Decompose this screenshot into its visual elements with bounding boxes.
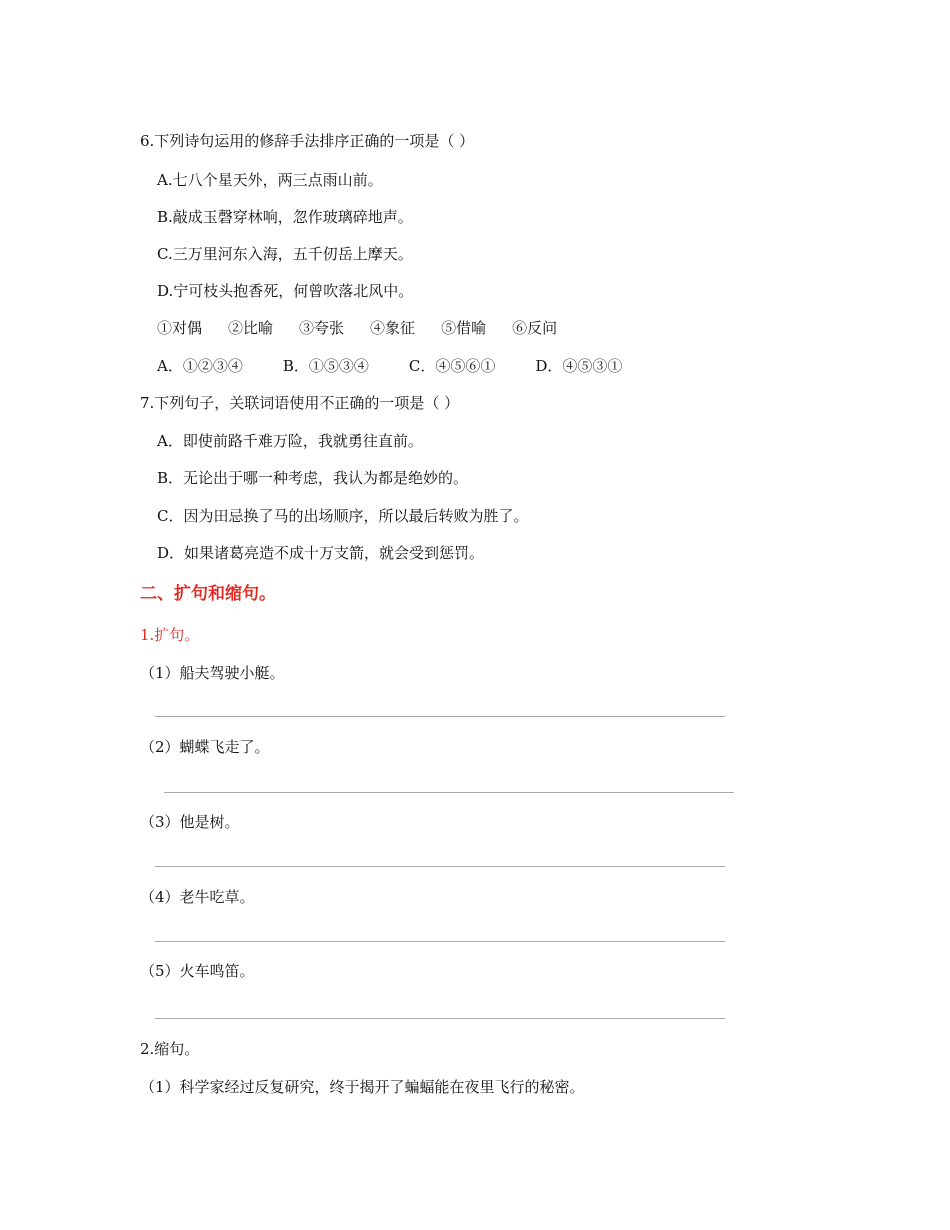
- q6-device-list: [157, 318, 583, 338]
- device-item: ③夸张: [299, 319, 345, 337]
- q6-stem: 6.下列诗句运用的修辞手法排序正确的一项是（ ）: [140, 132, 475, 150]
- q7-option-c: C．因为田忌换了马的出场顺序，所以最后转败为胜了。: [157, 507, 529, 525]
- q6-option-d: D.宁可枝头抱香死，何曾吹落北风中。: [157, 282, 414, 300]
- expand-title: 1.扩句。: [140, 626, 200, 644]
- q7-option-a: A．即使前路千难万险，我就勇往直前。: [157, 432, 423, 450]
- choice-c: C．④⑤⑥①: [408, 357, 496, 375]
- q6-option-c: C.三万里河东入海，五千仞岳上摩天。: [157, 245, 413, 263]
- expand-item-4: （4）老牛吃草。: [140, 888, 255, 906]
- q7-option-d: D．如果诸葛亮造不成十万支箭，就会受到惩罚。: [157, 544, 485, 562]
- choice-a: A．①②③④: [157, 357, 243, 375]
- device-item: ①对偶: [157, 319, 203, 337]
- device-item: ④象征: [370, 319, 416, 337]
- shrink-title: 2.缩句。: [140, 1040, 200, 1058]
- answer-line: [155, 1018, 725, 1019]
- device-item: ⑤借喻: [441, 319, 487, 337]
- expand-item-3: （3）他是树。: [140, 813, 240, 831]
- device-item: ②比喻: [228, 319, 274, 337]
- section-heading: 二、扩句和缩句。: [140, 584, 276, 604]
- q6-option-b: B.敲成玉磬穿林响，忽作玻璃碎地声。: [157, 208, 413, 226]
- answer-line: [155, 866, 725, 867]
- q7-stem: 7.下列句子，关联词语使用不正确的一项是（ ）: [140, 394, 460, 412]
- q7-option-b: B．无论出于哪一种考虑，我认为都是绝妙的。: [157, 469, 469, 487]
- expand-item-2: （2）蝴蝶飞走了。: [140, 738, 270, 756]
- q6-option-a: A.七八个星天外，两三点雨山前。: [157, 171, 383, 189]
- choice-d: D．④⑤③①: [535, 357, 623, 375]
- answer-line: [155, 716, 725, 717]
- answer-line: [155, 941, 725, 942]
- device-item: ⑥反问: [512, 319, 558, 337]
- expand-item-5: （5）火车鸣笛。: [140, 962, 255, 980]
- answer-line: [164, 792, 734, 793]
- choice-b: B．①⑤③④: [282, 357, 369, 375]
- q6-choices: [157, 356, 662, 376]
- expand-item-1: （1）船夫驾驶小艇。: [140, 664, 285, 682]
- shrink-item-1: （1）科学家经过反复研究，终于揭开了蝙蝠能在夜里飞行的秘密。: [140, 1078, 585, 1096]
